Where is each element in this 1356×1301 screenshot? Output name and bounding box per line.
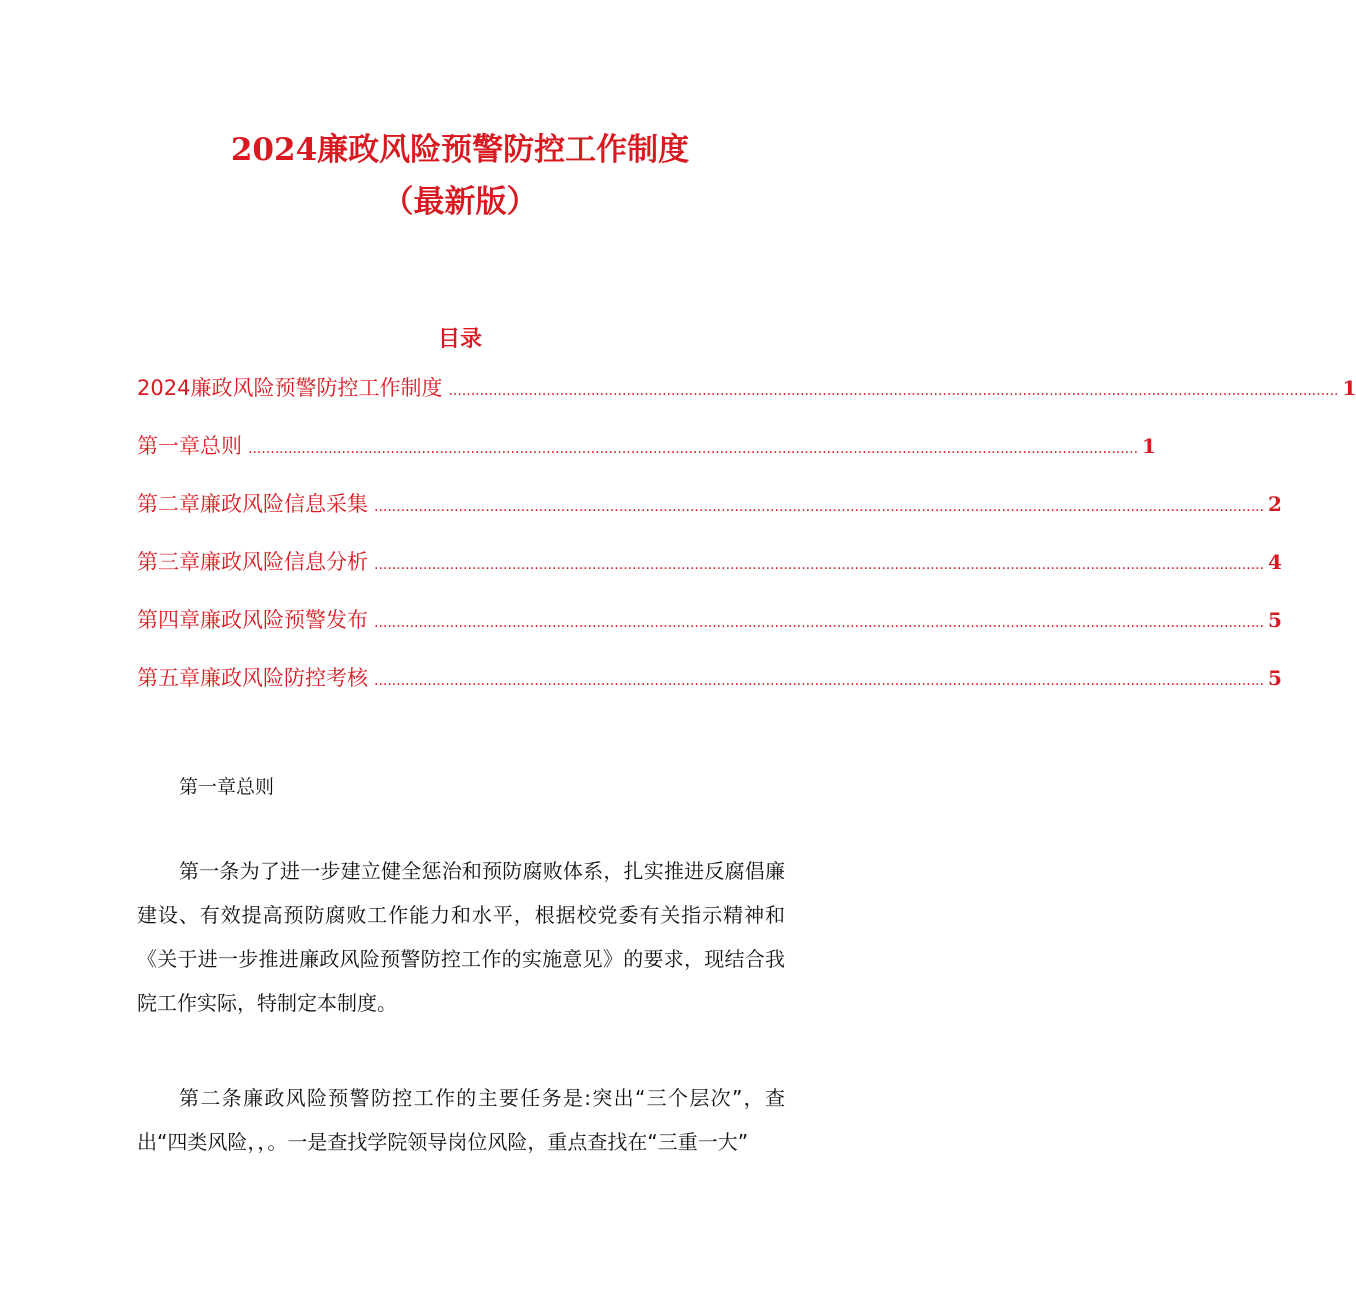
toc-entry-label: 2024廉政风险预警防控工作制度 xyxy=(137,376,443,400)
toc-entry-page: 1 xyxy=(1142,434,1156,458)
toc-entry-page: 2 xyxy=(1268,492,1282,516)
toc-entry-label: 第三章廉政风险信息分析 xyxy=(137,550,368,574)
toc-entry-page: 5 xyxy=(1268,666,1282,690)
toc-entry-chapter-3[interactable] xyxy=(137,546,1282,604)
toc-entry-title[interactable] xyxy=(137,372,1356,430)
toc-entry-chapter-4[interactable] xyxy=(137,604,1282,662)
body-paragraph: 第二条廉政风险预警防控工作的主要任务是:突出“三个层次”，查出“四类风险，，。一是查找学院领导岗位风险，重点查找在“三重一大” xyxy=(137,1086,785,1154)
chapter-heading: 第一章总则 xyxy=(179,776,275,798)
toc-entry-page: 1 xyxy=(1342,376,1356,400)
toc-entry-label: 第五章廉政风险防控考核 xyxy=(137,666,368,690)
toc-entry-chapter-5[interactable] xyxy=(137,662,1282,720)
toc-leader-dots: ........................................................................................................................................................................................................ xyxy=(374,673,1265,689)
toc-entry-label: 第一章总则 xyxy=(137,434,242,458)
document-title: 2024廉政风险预警防控工作制度 xyxy=(230,132,690,168)
toc-leader-dots: ........................................................................................................................................................................................................ xyxy=(248,441,1139,457)
toc-leader-dots: ........................................................................................................................................................................................................ xyxy=(374,615,1265,631)
table-of-contents xyxy=(137,372,1356,720)
toc-heading: 目录 xyxy=(437,326,482,352)
toc-leader-dots: ........................................................................................................................................................................................................ xyxy=(374,557,1265,573)
document-subtitle: （最新版） xyxy=(382,184,538,220)
body-paragraph: 第一条为了进一步建立健全惩治和预防腐败体系，扎实推进反腐倡廉建设、有效提高预防腐败工作能力和水平，根据校党委有关指示精神和《关于进一步推进廉政风险预警防控工作的实施意见》的要求，现结合我院工作实际，特制定本制度。 xyxy=(137,859,785,1015)
toc-entry-page: 5 xyxy=(1268,608,1282,632)
toc-entry-label: 第四章廉政风险预警发布 xyxy=(137,608,368,632)
toc-entry-chapter-1[interactable] xyxy=(137,430,1156,488)
toc-leader-dots: ........................................................................................................................................................................................................ xyxy=(374,499,1265,515)
toc-entry-chapter-2[interactable] xyxy=(137,488,1282,546)
toc-entry-page: 4 xyxy=(1268,550,1282,574)
toc-leader-dots: ........................................................................................................................................................................................................ xyxy=(448,383,1339,399)
toc-entry-label: 第二章廉政风险信息采集 xyxy=(137,492,368,516)
